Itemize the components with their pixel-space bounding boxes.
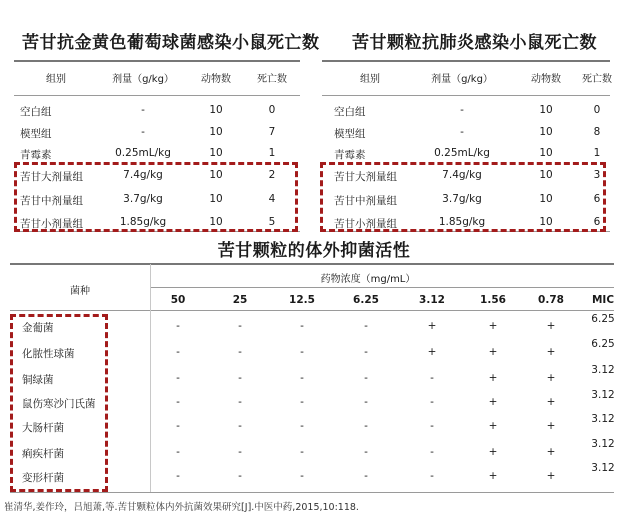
mark-4-4: - <box>430 420 434 432</box>
right_table-cell-0-3: 0 <box>593 104 601 116</box>
right_table-cell-1-3: 8 <box>593 126 601 138</box>
mark-3-3: - <box>364 396 368 408</box>
concentration-0: 50 <box>170 294 186 306</box>
right_table-top-rule <box>322 60 610 62</box>
mark-3-2: - <box>300 396 304 408</box>
concentration-3: 6.25 <box>353 294 379 306</box>
right-table-title: 苦甘颗粒抗肺炎感染小鼠死亡数 <box>352 33 597 53</box>
left_table-cell-0-3: 0 <box>268 104 276 116</box>
mark-2-0: - <box>176 372 180 384</box>
left_table-cell-4-3: 4 <box>268 193 276 205</box>
right_table-header-1: 剂量（g/kg） <box>431 74 493 85</box>
mark-3-6: + <box>546 396 556 408</box>
bottom-bottom-rule <box>10 492 614 493</box>
left_table-cell-3-3: 2 <box>268 169 276 181</box>
left_table-cell-1-0: 模型组 <box>20 128 52 140</box>
mark-0-3: - <box>364 320 368 332</box>
mark-4-3: - <box>364 420 368 432</box>
right_table-header-rule <box>322 95 610 96</box>
right_table-cell-3-3: 3 <box>593 169 601 181</box>
left_table-top-rule <box>14 60 300 62</box>
mark-1-0: - <box>176 346 180 358</box>
citation: 崔清华,姜作玲，吕旭萧,等.苦甘颗粒体内外抗菌效果研究[J].中医中药,2015,10:118. <box>4 502 359 513</box>
right_table-cell-4-0: 苦甘中剂量组 <box>334 195 397 207</box>
mark-4-1: - <box>238 420 242 432</box>
mic-6: 3.12 <box>591 462 615 474</box>
right_table-cell-2-3: 1 <box>593 147 601 159</box>
right_table-header-0: 组别 <box>360 74 380 85</box>
right_table-cell-1-0: 模型组 <box>334 128 366 140</box>
mark-0-1: - <box>238 320 242 332</box>
right_table-cell-4-1: 3.7g/kg <box>442 193 482 205</box>
bottom-col-divider <box>150 264 151 492</box>
mark-0-6: + <box>546 320 556 332</box>
right_table-header-3: 死亡数 <box>582 74 612 85</box>
mark-2-2: - <box>300 372 304 384</box>
left_table-cell-4-0: 苦甘中剂量组 <box>20 195 83 207</box>
mark-1-2: - <box>300 346 304 358</box>
bottom-conc-rule <box>150 287 614 288</box>
left_table-cell-2-3: 1 <box>268 147 276 159</box>
concentration-1: 25 <box>232 294 248 306</box>
mark-4-5: + <box>488 420 498 432</box>
left_table-header-rule <box>14 95 300 96</box>
mark-4-6: + <box>546 420 556 432</box>
species-name-5: 痢疾杆菌 <box>22 448 64 460</box>
mark-5-0: - <box>176 446 180 458</box>
mark-2-4: - <box>430 372 434 384</box>
mark-1-6: + <box>546 346 556 358</box>
mark-4-2: - <box>300 420 304 432</box>
species-name-2: 铜绿菌 <box>22 374 54 386</box>
mark-0-4: + <box>427 320 437 332</box>
concentration-4: 3.12 <box>419 294 445 306</box>
left_table-cell-4-1: 3.7g/kg <box>123 193 163 205</box>
mark-0-2: - <box>300 320 304 332</box>
left-table-title: 苦甘抗金黄色葡萄球菌感染小鼠死亡数 <box>22 33 320 53</box>
left_table-cell-1-2: 10 <box>209 126 223 138</box>
bottom-header-rule <box>10 310 614 311</box>
left_table-cell-0-1: - <box>141 104 145 116</box>
concentration-2: 12.5 <box>289 294 315 306</box>
left_table-cell-2-1: 0.25mL/kg <box>115 147 171 159</box>
species-name-6: 变形杆菌 <box>22 472 64 484</box>
mark-6-1: - <box>238 470 242 482</box>
mark-1-3: - <box>364 346 368 358</box>
right_table-cell-0-1: - <box>460 104 464 116</box>
left_table-header-3: 死亡数 <box>257 74 287 85</box>
left_table-cell-4-2: 10 <box>209 193 223 205</box>
mark-5-3: - <box>364 446 368 458</box>
left_table-cell-2-0: 青霉素 <box>20 149 52 161</box>
left-highlight-box <box>14 162 298 232</box>
right_table-cell-4-2: 10 <box>539 193 553 205</box>
mark-5-4: - <box>430 446 434 458</box>
mic-2: 3.12 <box>591 364 615 376</box>
mark-0-5: + <box>488 320 498 332</box>
mark-1-1: - <box>238 346 242 358</box>
mark-5-1: - <box>238 446 242 458</box>
species-header: 菌种 <box>70 286 90 297</box>
left_table-header-0: 组别 <box>46 74 66 85</box>
mic-1: 6.25 <box>591 338 615 350</box>
left_table-cell-5-3: 5 <box>268 216 276 228</box>
right_table-cell-5-0: 苦甘小剂量组 <box>334 218 397 230</box>
right_table-cell-0-2: 10 <box>539 104 553 116</box>
concentration-6: 0.78 <box>538 294 564 306</box>
left_table-cell-5-2: 10 <box>209 216 223 228</box>
mic-4: 3.12 <box>591 413 615 425</box>
right_table-cell-2-0: 青霉素 <box>334 149 366 161</box>
left_table-cell-1-1: - <box>141 126 145 138</box>
right_table-cell-1-1: - <box>460 126 464 138</box>
mark-2-5: + <box>488 372 498 384</box>
mic-3: 3.12 <box>591 389 615 401</box>
right_table-cell-2-1: 0.25mL/kg <box>434 147 490 159</box>
mic-0: 6.25 <box>591 313 615 325</box>
bottom-table-title: 苦甘颗粒的体外抑菌活性 <box>217 241 411 261</box>
mark-0-0: - <box>176 320 180 332</box>
left_table-cell-5-1: 1.85g/kg <box>119 216 167 228</box>
mark-6-2: - <box>300 470 304 482</box>
mark-2-3: - <box>364 372 368 384</box>
concentration-5: 1.56 <box>480 294 506 306</box>
left_table-cell-3-0: 苦甘大剂量组 <box>20 171 83 183</box>
right_table-header-2: 动物数 <box>531 74 561 85</box>
mark-2-6: + <box>546 372 556 384</box>
mark-3-0: - <box>176 396 180 408</box>
right_table-cell-3-0: 苦甘大剂量组 <box>334 171 397 183</box>
mark-6-3: - <box>364 470 368 482</box>
mark-5-6: + <box>546 446 556 458</box>
mark-4-0: - <box>176 420 180 432</box>
mark-3-5: + <box>488 396 498 408</box>
species-name-4: 大肠杆菌 <box>22 422 64 434</box>
mark-6-5: + <box>488 470 498 482</box>
concentration-7: MIC <box>591 294 615 306</box>
left_table-cell-3-1: 7.4g/kg <box>123 169 163 181</box>
left_table-cell-5-0: 苦甘小剂量组 <box>20 218 83 230</box>
mark-3-4: - <box>430 396 434 408</box>
species-name-0: 金葡菌 <box>22 322 54 334</box>
mic-5: 3.12 <box>591 438 615 450</box>
left_table-cell-1-3: 7 <box>268 126 276 138</box>
mark-6-4: - <box>430 470 434 482</box>
left_table-cell-2-2: 10 <box>209 147 223 159</box>
species-name-1: 化脓性球菌 <box>22 348 75 360</box>
right_table-cell-5-1: 1.85g/kg <box>438 216 486 228</box>
right_table-cell-5-2: 10 <box>539 216 553 228</box>
right_table-cell-0-0: 空白组 <box>334 106 366 118</box>
mark-1-4: + <box>427 346 437 358</box>
mark-5-2: - <box>300 446 304 458</box>
left_table-header-2: 动物数 <box>201 74 231 85</box>
left_table-cell-0-2: 10 <box>209 104 223 116</box>
bottom-top-rule <box>10 263 614 265</box>
concentration-header: 药物浓度（mg/mL） <box>320 274 416 285</box>
left_table-cell-3-2: 10 <box>209 169 223 181</box>
right_table-cell-3-1: 7.4g/kg <box>442 169 482 181</box>
right_table-cell-5-3: 6 <box>593 216 601 228</box>
left_table-cell-0-0: 空白组 <box>20 106 52 118</box>
right-highlight-box <box>320 162 606 232</box>
mark-5-5: + <box>488 446 498 458</box>
left_table-header-1: 剂量（g/kg） <box>112 74 174 85</box>
mark-3-1: - <box>238 396 242 408</box>
species-highlight-box <box>10 314 108 492</box>
mark-6-6: + <box>546 470 556 482</box>
mark-2-1: - <box>238 372 242 384</box>
right_table-cell-2-2: 10 <box>539 147 553 159</box>
right_table-cell-4-3: 6 <box>593 193 601 205</box>
mark-6-0: - <box>176 470 180 482</box>
right_table-cell-3-2: 10 <box>539 169 553 181</box>
species-name-3: 鼠伤寒沙门氏菌 <box>22 398 96 410</box>
right_table-cell-1-2: 10 <box>539 126 553 138</box>
mark-1-5: + <box>488 346 498 358</box>
